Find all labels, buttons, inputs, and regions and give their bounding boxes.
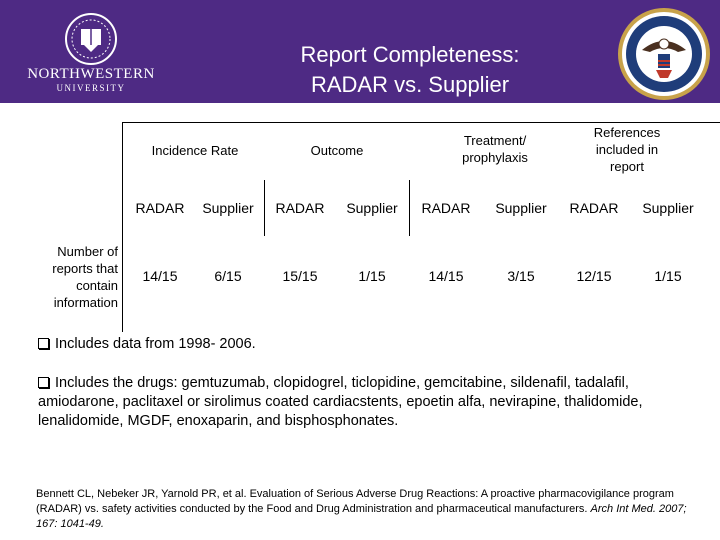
- subheader-cell: RADAR: [135, 200, 185, 216]
- subheader-cell: RADAR: [421, 200, 471, 216]
- table-cell: 14/15: [428, 268, 464, 284]
- subheader-cell: RADAR: [275, 200, 325, 216]
- title-line-1: Report Completeness:: [300, 42, 520, 67]
- group-header-label: report: [610, 159, 644, 174]
- table-cell: 12/15: [576, 268, 612, 284]
- table-cell: 1/15: [654, 268, 682, 284]
- grid-divider: [264, 180, 265, 236]
- va-seal-icon: [616, 6, 712, 102]
- subheader-cell: RADAR: [569, 200, 619, 216]
- title-line-2: RADAR vs. Supplier: [310, 72, 510, 97]
- subheader-cell: Supplier: [346, 200, 398, 216]
- bullet-item: [38, 335, 698, 354]
- row-label-line: Number of: [57, 244, 118, 259]
- northwestern-subtitle: UNIVERSITY: [56, 83, 126, 93]
- group-header-label: included in: [595, 142, 659, 157]
- group-header-incidence: [128, 142, 262, 159]
- bullet-text: Includes the drugs: gemtuzumab, clopidogrel, ticlopidine, gemcitabine, sildenafil, tadalafil, amiodarone, paclitaxel or sirolimus coated cardiacstents, epoetin alfa, nevirapine, thalidomide, lenalidomide, MGDF, enoxaparin, and bisphosphonates.: [38, 375, 643, 429]
- table-cell: 1/15: [358, 268, 386, 284]
- subheader-cell: Supplier: [642, 200, 694, 216]
- row-label-line: reports that: [52, 261, 118, 276]
- row-label: [10, 243, 118, 311]
- page-title: [250, 40, 570, 100]
- group-header-label: References: [593, 125, 661, 140]
- table-cell: 6/15: [214, 268, 242, 284]
- row-label-line: information: [53, 295, 118, 310]
- citation-journal: Arch Int Med. 2007; 167: 1041-49.: [36, 503, 687, 530]
- group-header-outcome: [270, 142, 404, 159]
- header-band: [0, 0, 720, 103]
- group-header-references: [552, 124, 702, 175]
- checkbox-bullet-icon: [38, 377, 49, 388]
- group-header-label: prophylaxis: [462, 150, 528, 165]
- northwestern-logo: [22, 12, 160, 96]
- citation: [36, 487, 696, 532]
- row-label-line: contain: [76, 278, 118, 293]
- subheader-cell: Supplier: [495, 200, 547, 216]
- northwestern-seal-icon: [64, 12, 118, 66]
- citation-text: Bennett CL, Nebeker JR, Yarnold PR, et al. Evaluation of Serious Adverse Drug Reactions: A proactive pharmacovigilance program (RADAR) vs. safety activities conducted by the Food and Drug Administration and pharmaceutical manufacturers.: [36, 488, 674, 515]
- grid-divider: [409, 180, 410, 236]
- group-header-label: Treatment/: [463, 133, 527, 148]
- group-header-label: Incidence Rate: [151, 143, 239, 158]
- table-cell: 14/15: [142, 268, 178, 284]
- northwestern-wordmark: NORTHWESTERN: [27, 66, 155, 82]
- table-cell: 15/15: [282, 268, 318, 284]
- table-cell: 3/15: [507, 268, 535, 284]
- checkbox-bullet-icon: [38, 338, 49, 349]
- bullet-item: [38, 374, 710, 431]
- bullet-text: Includes data from 1998- 2006.: [55, 336, 256, 352]
- subheader-cell: Supplier: [202, 200, 254, 216]
- group-header-label: Outcome: [310, 143, 364, 158]
